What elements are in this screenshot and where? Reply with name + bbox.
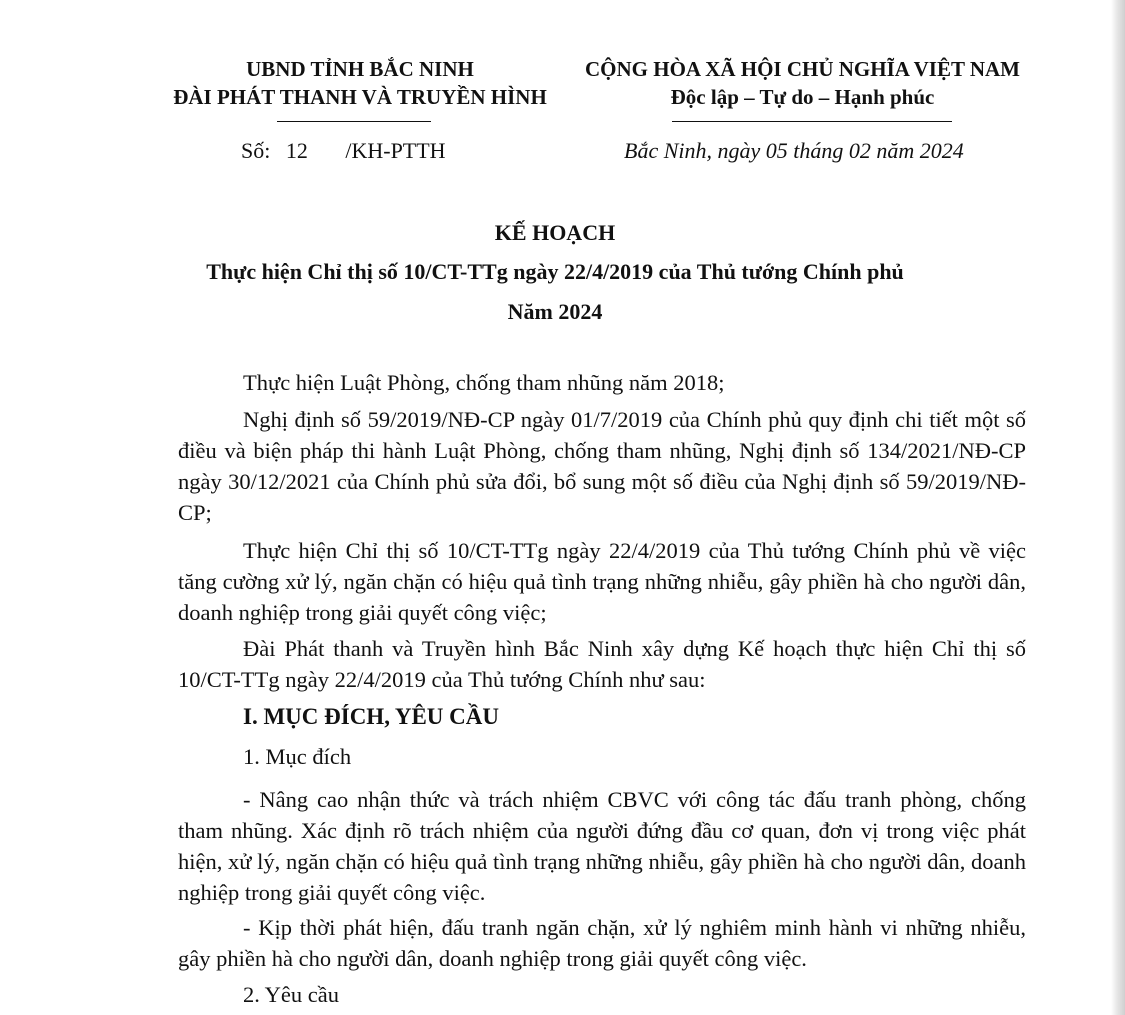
doc-number-label: Số: <box>241 138 271 163</box>
motto-underline <box>672 121 952 122</box>
doc-title: KẾ HOẠCH <box>494 220 616 245</box>
doc-year: Năm 2024 <box>507 299 603 324</box>
subsection-purpose: 1. Mục đích <box>243 744 352 769</box>
doc-number <box>241 138 446 164</box>
national-motto: Độc lập – Tự do – Hạnh phúc <box>670 85 935 109</box>
national-title: CỘNG HÒA XÃ HỘI CHỦ NGHĨA VIỆT NAM <box>584 57 1021 81</box>
section-heading: I. MỤC ĐÍCH, YÊU CẦU <box>243 704 499 729</box>
date-rest: tháng 02 năm 2024 <box>793 138 964 163</box>
paragraph-purpose-1: - Nâng cao nhận thức và trách nhiệm CBVC với công tác đấu tranh phòng, chống tham nhũng. Xác định rõ trách nhiệm của người đứng đầu cơ quan, đơn vị trong việc phát hiện, xử lý, ngăn chặn có hiệu quả tình trạng những nhiễu, gây phiền hà cho người dân, doanh nghiệp trong giải quyết công việc. <box>178 787 1026 905</box>
doc-number-suffix: /KH-PTTH <box>345 138 446 163</box>
paragraph-intro: Đài Phát thanh và Truyền hình Bắc Ninh xây dựng Kế hoạch thực hiện Chỉ thị số 10/CT-TTg ngày 22/4/2019 của Thủ tướng Chính như sau: <box>178 636 1026 692</box>
agency-underline <box>277 121 431 122</box>
doc-date <box>624 138 964 164</box>
agency-parent: UBND TỈNH BẮC NINH <box>246 57 474 81</box>
paragraph-purpose-2: - Kịp thời phát hiện, đấu tranh ngăn chặn, xử lý nghiêm minh hành vi những nhiễu, gây phiền hà cho người dân, doanh nghiệp trong giải quyết công việc. <box>178 915 1026 971</box>
paragraph-legal-basis-2: Nghị định số 59/2019/NĐ-CP ngày 01/7/2019 của Chính phủ quy định chi tiết một số điều và biện pháp thi hành Luật Phòng, chống tham nhũng, Nghị định số 134/2021/NĐ-CP ngày 30/12/2021 của Chính phủ sửa đổi, bổ sung một số điều của Nghị định số 59/2019/NĐ-CP; <box>178 407 1026 525</box>
date-day: 05 <box>765 138 788 163</box>
doc-subtitle: Thực hiện Chỉ thị số 10/CT-TTg ngày 22/4/2019 của Thủ tướng Chính phủ <box>206 259 904 284</box>
paragraph-legal-basis-1: Thực hiện Luật Phòng, chống tham nhũng năm 2018; <box>243 370 725 395</box>
subsection-requirements: 2. Yêu cầu <box>243 982 339 1007</box>
paragraph-legal-basis-3: Thực hiện Chỉ thị số 10/CT-TTg ngày 22/4/2019 của Thủ tướng Chính phủ về việc tăng cường xử lý, ngăn chặn có hiệu quả tình trạng những nhiễu, gây phiền hà cho người dân, doanh nghiệp trong giải quyết công việc; <box>178 538 1026 625</box>
date-prefix: Bắc Ninh, ngày <box>624 138 761 163</box>
agency-name: ĐÀI PHÁT THANH VÀ TRUYỀN HÌNH <box>173 85 547 109</box>
doc-number-value: 12 <box>285 138 308 163</box>
page-edge-shadow <box>1111 0 1125 1015</box>
